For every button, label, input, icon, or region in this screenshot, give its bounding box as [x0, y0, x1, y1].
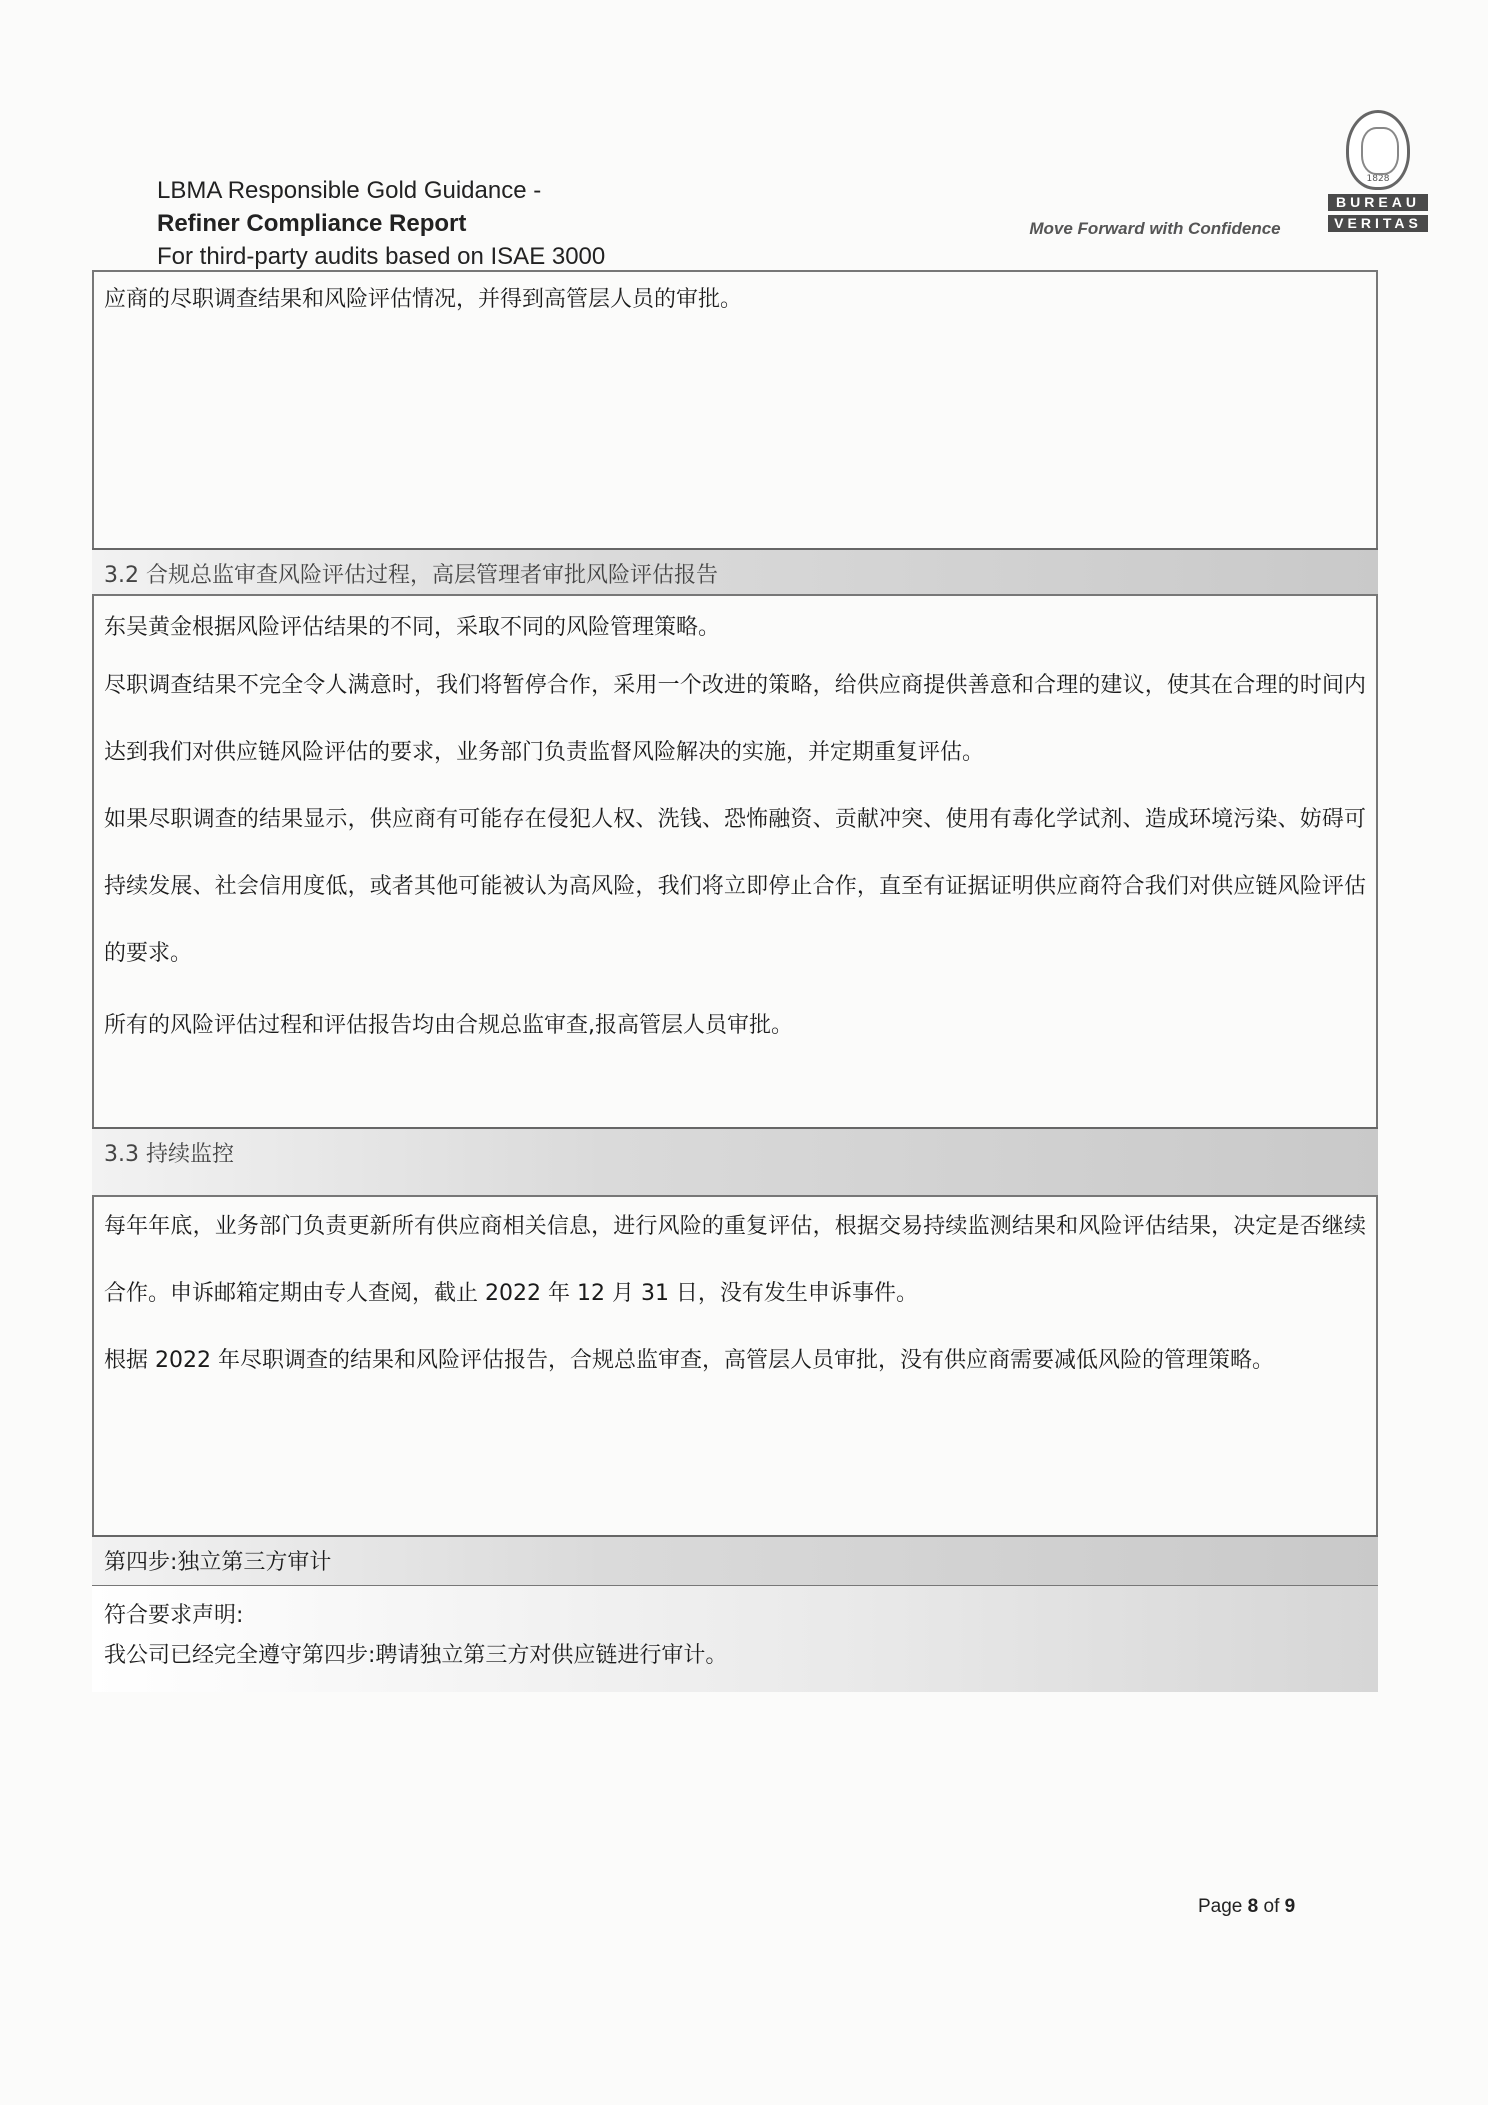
- section-3-2-p1: 东吴黄金根据风险评估结果的不同，采取不同的风险管理策略。: [104, 615, 721, 640]
- declaration-label: 符合要求声明:: [104, 1603, 244, 1628]
- tagline: Move Forward with Confidence: [1029, 219, 1281, 238]
- page-of: of: [1258, 1896, 1285, 1917]
- header-line-1: LBMA Responsible Gold Guidance -: [157, 177, 542, 204]
- section-3-3-heading-band: [92, 1127, 1378, 1197]
- bureau-veritas-logo: [1328, 110, 1428, 232]
- declaration-text: 我公司已经完全遵守第四步:聘请独立第三方对供应链进行审计。: [104, 1643, 728, 1668]
- section-3-3-heading: 3.3 持续监控: [104, 1142, 234, 1167]
- section-3-2-heading-band: [92, 548, 1378, 596]
- logo-year: 1828: [1366, 174, 1390, 184]
- section-3-2-p2: 尽职调查结果不完全令人满意时，我们将暂停合作，采用一个改进的策略，给供应商提供善意和合理的建议，使其在合理的时间内达到我们对供应链风险评估的要求，业务部门负责监督风险解决的实施，并定期重复评估。: [104, 673, 1366, 765]
- step-4-heading: 第四步:独立第三方审计: [104, 1550, 332, 1575]
- section-3-2-p4: 所有的风险评估过程和评估报告均由合规总监审查,报高管层人员审批。: [104, 1013, 793, 1038]
- header-line-3: For third-party audits based on ISAE 3000: [157, 243, 606, 270]
- top-block-text: 应商的尽职调查结果和风险评估情况，并得到高管层人员的审批。: [104, 287, 743, 312]
- section-3-2-heading: 3.2 合规总监审查风险评估过程，高层管理者审批风险评估报告: [104, 563, 718, 588]
- current-page: 8: [1247, 1896, 1259, 1917]
- section-3-2-p3: 如果尽职调查的结果显示，供应商有可能存在侵犯人权、洗钱、恐怖融资、贡献冲突、使用有毒化学试剂、造成环境污染、妨碍可持续发展、社会信用度低，或者其他可能被认为高风险，我们将立即停止合作，直至有证据证明供应商符合我们对供应链风险评估的要求。: [104, 807, 1366, 966]
- section-3-3-p1: 每年年底，业务部门负责更新所有供应商相关信息，进行风险的重复评估，根据交易持续监测结果和风险评估结果，决定是否继续合作。申诉邮箱定期由专人查阅，截止 2022 年 12 月 31 日，没有发生申诉事件。: [104, 1214, 1366, 1306]
- compliance-declaration: [92, 1586, 1378, 1692]
- report-header: [157, 174, 605, 273]
- header-line-2: Refiner Compliance Report: [157, 210, 467, 237]
- logo-word-1: BUREAU: [1328, 194, 1428, 211]
- seal-icon: [1346, 110, 1410, 190]
- page-prefix: Page: [1198, 1896, 1248, 1917]
- page-number: [1198, 1896, 1295, 1918]
- logo-word-2: VERITAS: [1328, 215, 1428, 232]
- section-3-3-p2: 根据 2022 年尽职调查的结果和风险评估报告，合规总监审查，高管层人员审批，没有供应商需要减低风险的管理策略。: [104, 1348, 1274, 1373]
- step-4-heading-band: [92, 1535, 1378, 1587]
- total-pages: 9: [1284, 1896, 1296, 1917]
